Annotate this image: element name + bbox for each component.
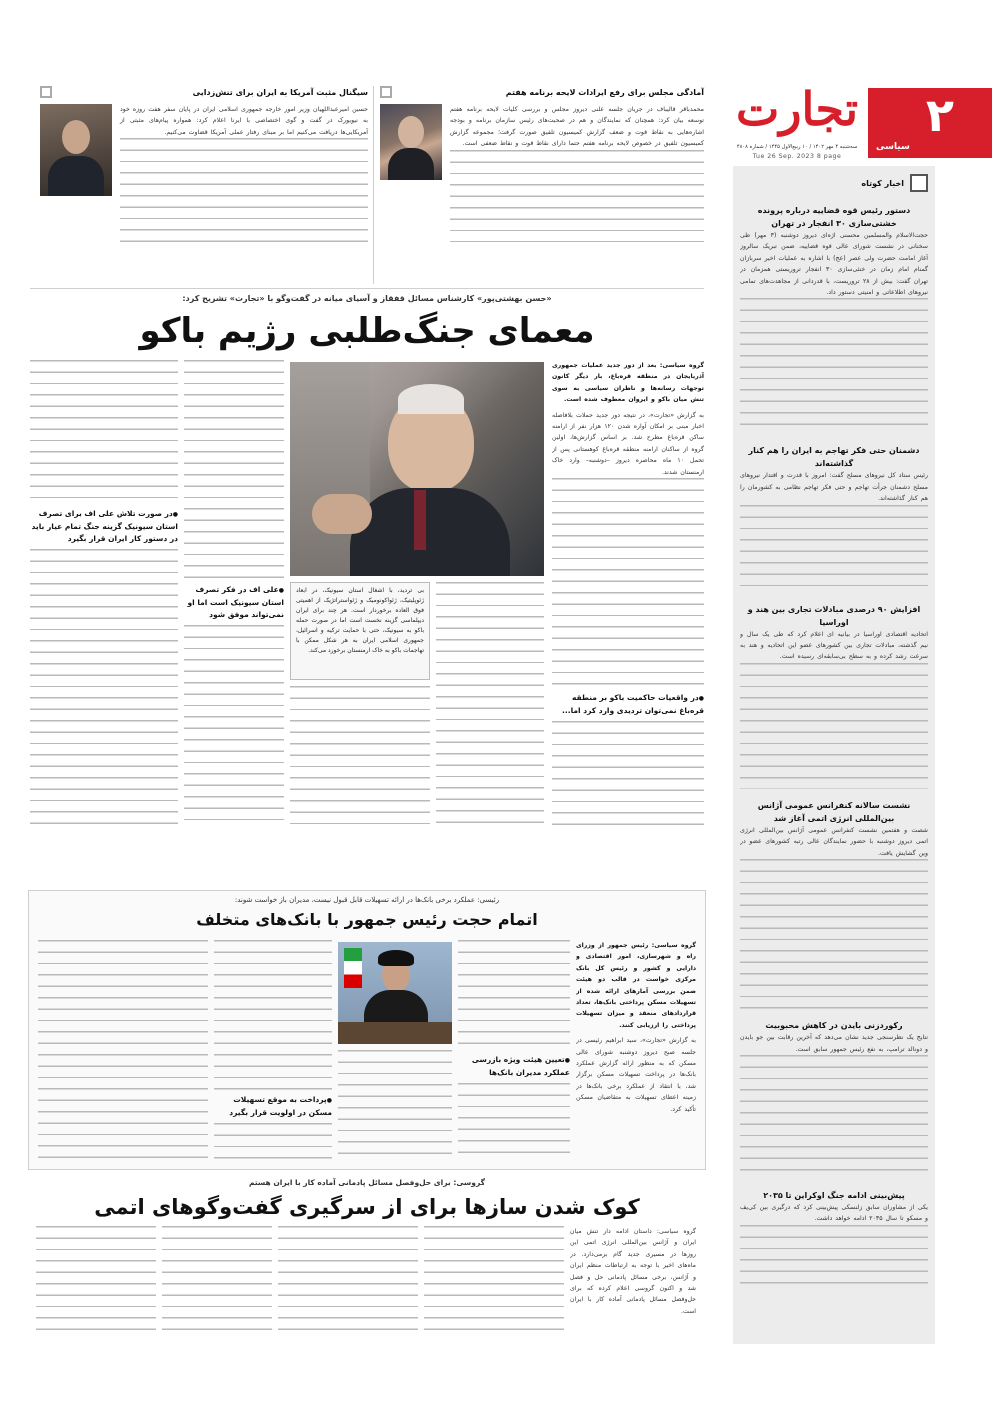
main-story-column-3 bbox=[290, 582, 430, 832]
top-news-body-continued bbox=[450, 150, 704, 242]
main-story-body-continued bbox=[436, 582, 544, 832]
sidebar-news-item bbox=[740, 799, 928, 1009]
box-story-body: به گزارش «تجارت»، سید ابراهیم رئیسی در جلسه صبح دیروز دوشنبه شورای عالی مسکن که به منظور ارائه گزارش عملکرد بانک‌ها در پرداخت تسهیلات مسکن برگزار شد، با انتقاد از عملکرد برخی بانک‌ها در زمینه اعطای تسهیلات به متقاضیان مسکن تأکید کرد. bbox=[576, 1037, 696, 1113]
parliament-speaker-photo bbox=[380, 104, 442, 180]
section-divider bbox=[30, 288, 704, 289]
box-story-body-continued bbox=[458, 940, 570, 1050]
sidebar-news-item bbox=[740, 204, 928, 434]
box-story-kicker: رئیسی: عملکرد برخی بانک‌ها در ارائه تسهیلات قابل قبول نیست، مدیران باز خواست شوند: bbox=[234, 896, 500, 904]
box-story-column-3 bbox=[338, 1050, 452, 1164]
page-number-block bbox=[868, 88, 992, 158]
sidebar-item-body: یکی از مشاوران سابق زلنسکی پیش‌بینی کرد که درگیری بین کی‌یف و مسکو تا سال ۲۰۳۵ ادامه خواهد داشت. bbox=[740, 1203, 928, 1223]
top-divider bbox=[373, 86, 374, 284]
main-story-subheading: ● در صورت تلاش علی اف برای تصرف استان سیونیک گزینه جنگ تمام عیار باید در دستور کار ایران قرار بگیرد bbox=[30, 508, 178, 545]
interviewee-photo bbox=[290, 362, 544, 576]
bottom-story-column-5 bbox=[36, 1226, 156, 1330]
pull-quote-box bbox=[290, 582, 430, 680]
top-news-title: سیگنال مثبت آمریکا به ایران برای تنش‌زدایی bbox=[192, 87, 368, 97]
sidebar-item-title: رکوردزنی بایدن در کاهش محبوبیت bbox=[765, 1021, 903, 1031]
top-news-item bbox=[40, 86, 368, 286]
main-story-column-2 bbox=[436, 582, 544, 832]
date-line-en: Tue 26 Sep. 2023 8 page bbox=[752, 153, 842, 160]
main-story-kicker: «حسن بهشتی‌پور» کارشناس مسائل قفقاز و آسیای میانه در گفت‌وگو با «تجارت» تشریح کرد: bbox=[182, 294, 552, 303]
top-news-item bbox=[380, 86, 704, 286]
top-news-body: حسین امیرعبداللهیان وزیر امور خارجه جمهوری اسلامی ایران در پایان سفر هفت روزه خود به نیویورک در گفت و گوی اختصاصی با ایرنا اعلام کرد: همواره پیام‌های مثبتی از آمریکایی‌ها دریافت می‌کنیم اما بر مبنای رفتار عملی آمریکا قضاوت می‌کنیم. bbox=[120, 106, 368, 136]
bottom-story-column-3 bbox=[278, 1226, 418, 1330]
sidebar-item-body: شصت و هفتمین نشست کنفرانس عمومی آژانس بین‌المللی انرژی اتمی دیروز دوشنبه با حضور نمایندگان عالی رتبه کشورهای عضو در وین گشایش یافت. bbox=[740, 826, 928, 857]
box-story-column-5 bbox=[38, 940, 208, 1164]
bottom-story-kicker: گروسی: برای حل‌وفصل مسائل پادمانی آماده کار با ایران هستم bbox=[248, 1178, 485, 1187]
top-news-body-continued bbox=[120, 138, 368, 244]
sidebar-item-body: رئیس ستاد کل نیروهای مسلح گفت: امروز با قدرت و اقتدار نیروهای مسلح دشمنان جرأت تهاجم و حتی فکر تهاجم نظامی به کشورمان را هم کنار گذاشته‌اند. bbox=[740, 472, 928, 503]
top-news-body: محمدباقر قالیباف در جریان جلسه علنی دیروز مجلس و بررسی کلیات لایحه برنامه هفتم توسعه بیان کرد: همچنان که نمایندگان و هم در صحبت‌های رئیس سازمان برنامه و بودجه اشاره‌هایی به نقاط قوت و ضعف گزارش کمیسیون تلفیق صورت گرفت؛ مجموعه گزارش کمیسیون تلفیق در خصوص لایحه برنامه هفتم حتما دارای نقاط قوت و نقاط ضعفی است. bbox=[450, 106, 704, 148]
main-story-title: معمای جنگ‌طلبی رژیم باکو bbox=[139, 311, 595, 351]
sidebar-item-title: پیش‌بینی ادامه جنگ اوکراین تا ۲۰۳۵ bbox=[763, 1190, 905, 1200]
sidebar-item-body: اتحادیه اقتصادی اوراسیا در بیانیه ای اعلام کرد که طی یک سال و نیم گذشته، مبادلات تجاری بین کشورهای عضو این اتحادیه و هند به سرعت رشد کرده و به سطح بی‌سابقه‌ای رسیده است. bbox=[740, 630, 928, 661]
sidebar-item-title: دستور رئیس قوه قضاییه درباره پرونده خشتی‌سازی ۳۰ انفجار در تهران bbox=[757, 206, 911, 228]
main-story-subheading: ● در واقعیات حاکمیت باکو بر منطقه قره‌باغ نمی‌توان تردیدی وارد کرد اما... bbox=[552, 692, 704, 717]
bottom-story-body: گروه سیاسی: داستان ادامه دار تنش میان ایران و آژانس بین‌المللی انرژی اتمی این روزها در مسیری جدید گام برمی‌دارد. در ماه‌های اخیر با توجه به ارتباطات منظم ایران و آژانس، برخی مسائل پادمانی حل و فصل شد و اکنون گروسی اعلام کرده که برای حل‌وفصل مسائل پادمانی آماده کار با ایران است. bbox=[570, 1228, 696, 1315]
main-story-column-5 bbox=[30, 360, 178, 832]
top-news-title: آمادگی مجلس برای رفع ایرادات لایحه برنامه هفتم bbox=[505, 87, 704, 97]
main-story-body-continued bbox=[30, 360, 178, 504]
sidebar-news-item bbox=[740, 1189, 928, 1285]
bottom-story-column-2 bbox=[424, 1226, 564, 1330]
box-story-body-continued bbox=[38, 940, 208, 1164]
sidebar-news-item bbox=[740, 1019, 928, 1179]
box-story-subheading: ● تعیین هیئت ویژه بازرسی عملکرد مدیران بانک‌ها bbox=[458, 1054, 570, 1079]
sidebar-item-body: نتایج یک نظرسنجی جدید نشان می‌دهد که آخرین رقابت بین جو بایدن و دونالد ترامپ، به نفع رئیس جمهور سابق است. bbox=[740, 1034, 928, 1053]
main-story-body-continued bbox=[290, 686, 430, 832]
main-story-body-continued bbox=[552, 721, 704, 830]
sidebar-item-title: افزایش ۹۰ درصدی مبادلات تجاری بین هند و اوراسیا bbox=[747, 604, 921, 627]
box-story-title: اتمام حجت رئیس جمهور با بانک‌های متخلف bbox=[196, 910, 538, 929]
main-story-body-continued bbox=[552, 478, 704, 688]
pull-quote-text: بی تردید، با اشغال استان سیونیک، در ابعاد ژئوپلیتیک، ژئواکونومیک و ژئواستراتژیک از اهمیتی فوق العاده برخوردار است. هر چند برای ایران دیپلماسی گزینه نخست است اما در صورت حمله باکو به سیونیک، حتی با حمایت ترکیه و اسرائیل، جمهوری اسلامی ایران به هر شکل ممکن با تهاجمات باکو به خاک ارمنستان برخورد می‌کند. bbox=[296, 587, 424, 654]
main-story-column-1 bbox=[552, 360, 704, 830]
sidebar-item-body-continued bbox=[740, 663, 928, 789]
sidebar-item-body-continued bbox=[740, 1055, 928, 1179]
square-marker-icon bbox=[380, 86, 392, 98]
bottom-story-title: کوک شدن سازها برای از سرگیری گفت‌وگوهای اتمی bbox=[94, 1195, 640, 1219]
sidebar-item-body: حجت‌الاسلام والمسلمین محسنی اژه‌ای دیروز دوشنبه (۳ مهر) طی سخنانی در نشست شورای عالی قوه قضاییه، ضمن تبریک سالروز آغاز امامت حضرت ولی عصر (عج) با اشاره به عملیات اخیر سربازان گمنام امام زمان در خنثی‌سازی ۳۰ انفجار تروریستی همزمان در تهران گفت: بیش از ۲۸ تروریست، با قدردانی از مجاهدت‌های تمامی نیروهای اطلاعاتی و امنیتی دستور داد. bbox=[740, 232, 928, 297]
sidebar-title: اخبار کوتاه bbox=[861, 178, 904, 188]
sidebar-item-title: نشست سالانه کنفرانس عمومی آژانس بین‌المللی انرژی اتمی آغاز شد bbox=[757, 800, 911, 823]
sidebar-content bbox=[740, 170, 928, 1342]
president-photo bbox=[338, 942, 452, 1044]
box-story-subheading: ● پرداخت به موقع تسهیلات مسکن در اولویت قرار بگیرد bbox=[214, 1094, 332, 1119]
main-story-body-continued bbox=[184, 625, 284, 825]
box-story-body-continued bbox=[458, 1083, 570, 1163]
sidebar-item-body-continued bbox=[740, 505, 928, 593]
square-marker-icon bbox=[40, 86, 52, 98]
main-story-subheading: ● علی اف در فکر تصرف استان سیونیک است اما او نمی‌تواند موفق شود bbox=[184, 584, 284, 621]
box-story-column-1 bbox=[576, 940, 696, 1164]
logo: تجارت bbox=[735, 82, 859, 136]
sidebar-item-body-continued bbox=[740, 298, 928, 434]
bottom-story-column-4 bbox=[162, 1226, 272, 1330]
box-story-column-2 bbox=[458, 940, 570, 1164]
main-story-body: به گزارش «تجارت»، در نتیجه دور جدید حملات بلافاصله اخبار مبنی بر امکان آواره شدن ۱۲۰ هزار نفر از ارامنه ساکن قره‌باغ مطرح شد. بر اساس گزارش‌ها، اولین گروه از ساکنان ارامنه منطقه قره‌باغ کوهستانی پس از تحمل ۱۰ ماه محاصره دیروز –دوشنبه– وارد خاک ارمنستان شدند. bbox=[552, 411, 704, 476]
sidebar-news-item bbox=[740, 603, 928, 789]
foreign-minister-photo bbox=[40, 104, 112, 196]
square-marker-icon bbox=[910, 174, 928, 192]
main-story-body-continued bbox=[30, 549, 178, 825]
box-story-body-continued bbox=[214, 940, 332, 1090]
box-story-lead: گروه سیاسی: رئیس جمهور از وزرای راه و شهرسازی، امور اقتصادی و دارایی و کشور و رئیس کل بانک مرکزی خواست در قالب دو هیئت ضمن بررسی آمارهای ارائه شده از تسهیلات مسکن پرداختی بانک‌ها، تعداد قراردادهای منعقد و میزان تسهیلات پرداختی را ارزیابی کنند. bbox=[576, 942, 696, 1029]
box-story-column-4 bbox=[214, 940, 332, 1164]
bottom-story-column-1 bbox=[570, 1226, 696, 1334]
sidebar-item-body-continued bbox=[740, 859, 928, 1009]
main-story-column-4 bbox=[184, 360, 284, 832]
page-number: ۲ bbox=[925, 88, 954, 142]
box-story-body-continued bbox=[338, 1050, 452, 1164]
sidebar-item-body-continued bbox=[740, 1225, 928, 1285]
date-line: سه‌شنبه ۴ مهر ۱۴۰۲ / ۱۰ ربیع‌الاول ۱۴۴۵ / شماره ۴۸۰۸ bbox=[736, 144, 858, 150]
sidebar-item-title: دشمنان حتی فکر تهاجم به ایران را هم کنار گذاشته‌اند bbox=[748, 446, 920, 469]
section-label: سیاسی bbox=[876, 142, 910, 152]
main-story-lead: گروه سیاسی: بعد از دور جدید عملیات جمهوری آذربایجان در منطقه قره‌باغ، بار دیگر کانون توجهات رسانه‌ها و ناظران سیاسی به سوی تنش میان باکو و ایروان معطوف شده است. bbox=[552, 362, 704, 404]
sidebar-news-item bbox=[740, 444, 928, 592]
box-story-body-continued bbox=[214, 1123, 332, 1163]
main-story-body-continued bbox=[184, 360, 284, 580]
